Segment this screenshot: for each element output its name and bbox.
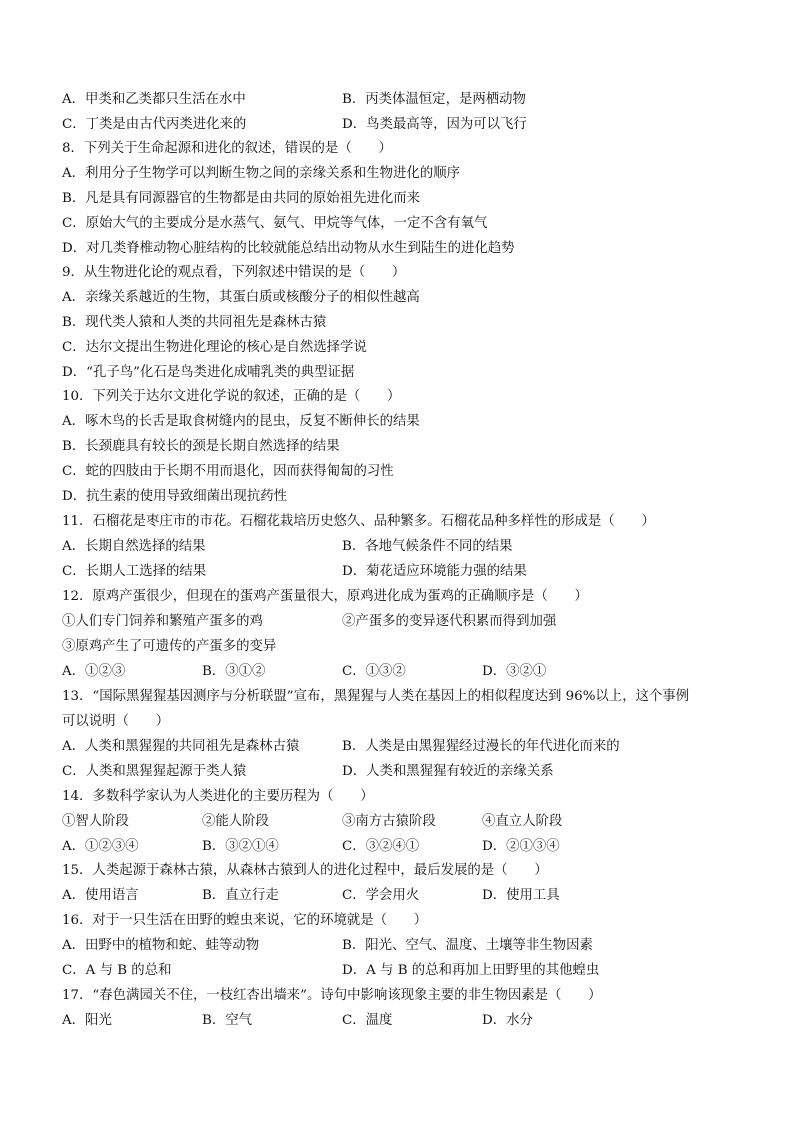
q15-option-c: C．学会用火 xyxy=(342,888,420,903)
q7-option-b: B．丙类体温恒定，是两栖动物 xyxy=(342,92,526,107)
q13-option-d: D．人类和黑猩猩有较近的亲缘关系 xyxy=(342,764,554,779)
q9-option-b: B．现代类人猿和人类的共同祖先是森林古猿 xyxy=(62,315,327,330)
q8-option-c: C．原始大气的主要成分是水蒸气、氨气、甲烷等气体，一定不含有氧气 xyxy=(62,216,488,231)
q10-option-a: A．啄木鸟的长舌是取食树缝内的昆虫，反复不断伸长的结果 xyxy=(62,414,420,429)
q11-option-a: A．长期自然选择的结果 xyxy=(62,539,206,554)
q12-statement-3: ③原鸡产生了可遗传的产蛋多的变异 xyxy=(62,639,277,654)
q17-option-b: B．空气 xyxy=(202,1013,253,1028)
q15-option-b: B．直立行走 xyxy=(202,888,279,903)
q9-option-a: A．亲缘关系越近的生物，其蛋白质或核酸分子的相似性越高 xyxy=(62,290,420,305)
q10-option-c: C．蛇的四肢由于长期不用而退化，因而获得匍匐的习性 xyxy=(62,464,394,479)
q13-option-b: B．人类是由黑猩猩经过漫长的年代进化而来的 xyxy=(342,739,620,754)
q17-option-c: C．温度 xyxy=(342,1013,393,1028)
q12-option-d: D．③②① xyxy=(482,664,547,679)
q8-option-b: B．凡是具有同源器官的生物都是由共同的原始祖先进化而来 xyxy=(62,191,420,206)
q15-option-d: D．使用工具 xyxy=(482,888,560,903)
q16-option-b: B．阳光、空气、温度、土壤等非生物因素 xyxy=(342,938,593,953)
q7-option-a: A．甲类和乙类都只生活在水中 xyxy=(62,92,246,107)
q12-statement-1: ①人们专门饲养和繁殖产蛋多的鸡 xyxy=(62,614,263,629)
q16-option-c: C．A 与 B 的总和 xyxy=(62,963,172,978)
q9-stem: 9．从生物进化论的观点看，下列叙述中错误的是（ ） xyxy=(62,265,406,280)
q13-stem-line-1: 13．“国际黑猩猩基因测序与分析联盟”宣布，黑猩猩与人类在基因上的相似程度达到 96%以上，这个事例 xyxy=(62,689,690,704)
q14-stem: 14．多数科学家认为人类进化的主要历程为（ ） xyxy=(62,789,374,804)
q17-option-d: D．水分 xyxy=(482,1013,533,1028)
q10-option-b: B．长颈鹿具有较长的颈是长期自然选择的结果 xyxy=(62,439,340,454)
q12-option-c: C．①③② xyxy=(342,664,406,679)
q12-option-b: B．③①② xyxy=(202,664,266,679)
q7-option-d: D．鸟类最高等，因为可以飞行 xyxy=(342,117,527,132)
q7-option-c: C．丁类是由古代丙类进化来的 xyxy=(62,117,247,132)
q13-option-a: A．人类和黑猩猩的共同祖先是森林古猿 xyxy=(62,739,300,754)
q16-stem: 16．对于一只生活在田野的蝗虫来说，它的环境就是（ ） xyxy=(62,913,428,928)
q8-option-a: A．利用分子生物学可以判断生物之间的亲缘关系和生物进化的顺序 xyxy=(62,166,460,181)
q9-option-c: C．达尔文提出生物进化理论的核心是自然选择学说 xyxy=(62,340,367,355)
q15-stem: 15．人类起源于森林古猿，从森林古猿到人的进化过程中，最后发展的是（ ） xyxy=(62,863,548,878)
q14-stage-4: ④直立人阶段 xyxy=(482,814,563,829)
q14-option-d: D．②①③④ xyxy=(482,839,560,854)
q11-option-c: C．长期人工选择的结果 xyxy=(62,564,207,579)
q14-stage-3: ③南方古猿阶段 xyxy=(342,814,436,829)
q15-option-a: A．使用语言 xyxy=(62,888,139,903)
q11-option-b: B．各地气候条件不同的结果 xyxy=(342,539,513,554)
q16-option-d: D．A 与 B 的总和再加上田野里的其他蝗虫 xyxy=(342,963,600,978)
q13-option-c: C．人类和黑猩猩起源于类人猿 xyxy=(62,764,247,779)
q14-stage-2: ②能人阶段 xyxy=(202,814,269,829)
q10-stem: 10．下列关于达尔文进化学说的叙述，正确的是（ ） xyxy=(62,389,401,404)
q14-option-a: A．①②③④ xyxy=(62,839,139,854)
q12-option-a: A．①②③ xyxy=(62,664,126,679)
q13-stem-line-2: 可以说明（ ） xyxy=(62,714,170,729)
q11-stem: 11．石榴花是枣庄市的市花。石榴花栽培历史悠久、品种繁多。石榴花品种多样性的形成是（ ） xyxy=(62,514,655,529)
q14-option-b: B．③②①④ xyxy=(202,839,279,854)
q9-option-d: D．“孔子鸟”化石是鸟类进化成哺乳类的典型证据 xyxy=(62,365,355,380)
q8-option-d: D．对几类脊椎动物心脏结构的比较就能总结出动物从水生到陆生的进化趋势 xyxy=(62,241,515,256)
q16-option-a: A．田野中的植物和蛇、蛙等动物 xyxy=(62,938,260,953)
q17-option-a: A．阳光 xyxy=(62,1013,112,1028)
q14-stage-1: ①智人阶段 xyxy=(62,814,129,829)
q14-option-c: C．③②④① xyxy=(342,839,420,854)
q8-stem: 8．下列关于生命起源和进化的叙述，错误的是（ ） xyxy=(62,141,392,156)
q17-stem: 17．“春色满园关不住，一枝红杏出墙来”。诗句中影响该现象主要的非生物因素是（ ） xyxy=(62,988,602,1003)
q11-option-d: D．菊花适应环境能力强的结果 xyxy=(342,564,527,579)
q12-stem: 12．原鸡产蛋很少，但现在的蛋鸡产蛋量很大，原鸡进化成为蛋鸡的正确顺序是（ ） xyxy=(62,589,588,604)
q10-option-d: D．抗生素的使用导致细菌出现抗药性 xyxy=(62,489,287,504)
q12-statement-2: ②产蛋多的变异逐代积累而得到加强 xyxy=(342,614,557,629)
